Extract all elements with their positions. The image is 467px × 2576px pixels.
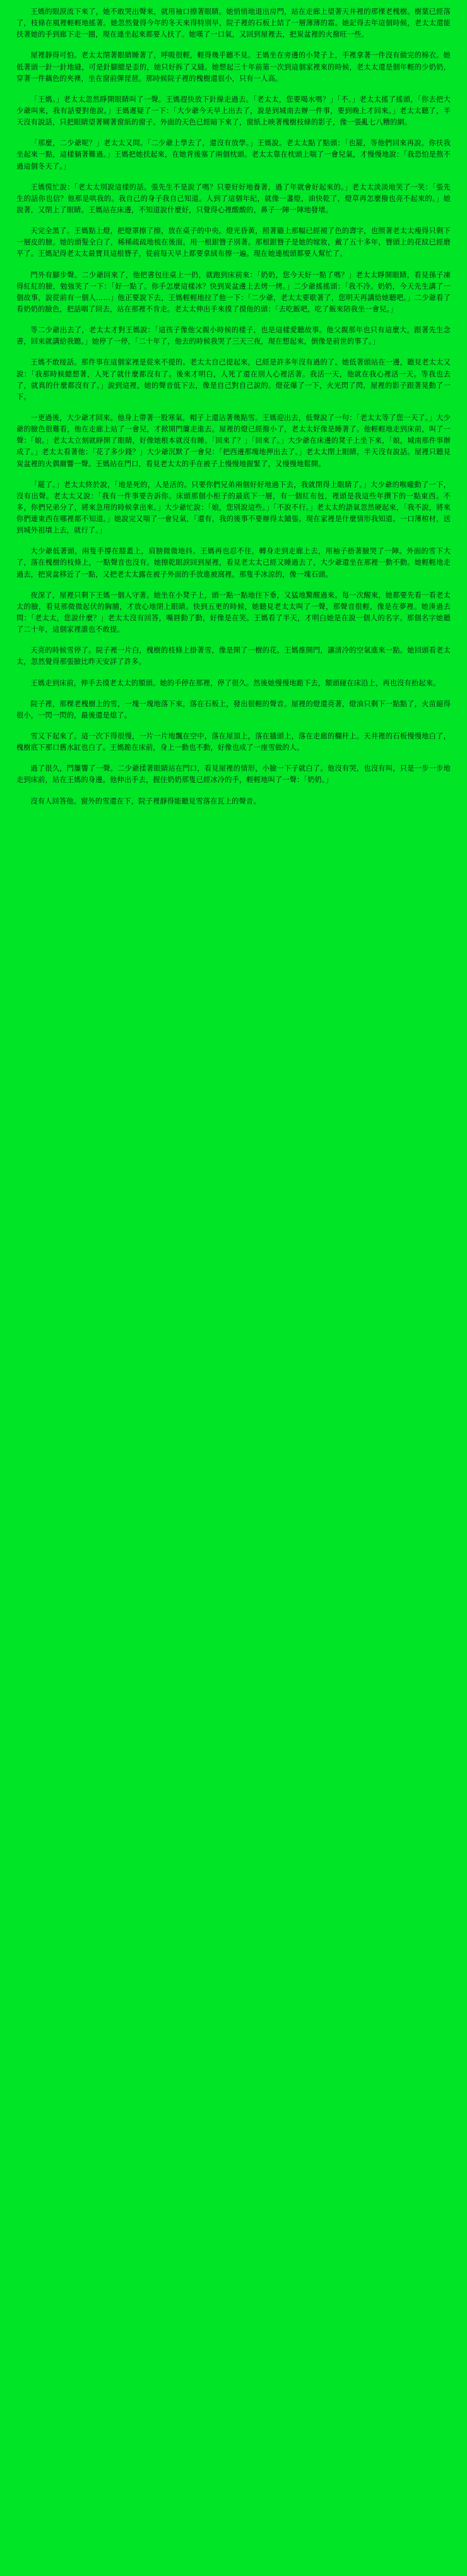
body-paragraph: 雪又下起來了。這一次下得很慢，一片一片地飄在空中，落在屋頂上，落在牆頭上，落在走廊的欄杆上。天井裡的石板慢慢地白了，槐樹底下那口舊水缸也白了。王媽跪在床前，身上一動也不動，好像也成了一座雪做的人。: [16, 732, 451, 752]
body-paragraph: 「那麼，二少爺呢？」老太太又問。「二少爺上學去了，還沒有放學。」王媽說。老太太點了點頭：「也罷，等他們回來再說。你扶我坐起來一點，這樣躺著難過。」王媽把她扶起來，在她背後塞了兩個枕頭。老太太靠在枕頭上喘了一會兒氣，才慢慢地說：「我恐怕是熬不過這個冬天了。」: [16, 139, 451, 171]
body-paragraph: 屋裡靜得可怕。老太太閉著眼睛睡著了，呼吸很輕，輕得幾乎聽不見。王媽坐在旁邊的小凳子上，手裡拿著一件沒有做完的棉衣。她低著頭一針一針地縫，可是針腳總是歪的，她只好拆了又縫。她想起三十年前第一次到這個家裡來的時候，老太太還是個年輕的少奶奶，穿著一件藕色的夾襖，坐在窗前彈琵琶。那時候院子裡的槐樹還很小，只有一人高。: [16, 51, 451, 83]
body-paragraph: 大少爺低著頭，兩隻手撐在膝蓋上，肩膀微微地抖。王媽再也忍不住，轉身走到走廊上去，用袖子捂著臉哭了一陣。外面的雪下大了，落在槐樹的枝條上，一點聲音也沒有。她擦乾眼淚回到屋裡，看見老太太已經又睡過去了，大少爺還坐在那裡一動不動。她輕輕地走過去，把炭盆移近了一點，又把老太太露在被子外面的手放進被窩裡。那隻手冰涼的，像一塊石頭。: [16, 547, 451, 579]
body-paragraph: 王媽走到床前，伸手去摸老太太的額頭。她的手停在那裡，停了很久。然後她慢慢地跪下去，額頭碰在床沿上，再也沒有抬起來。: [30, 678, 440, 687]
body-paragraph: 天亮的時候雪停了。院子裡一片白，槐樹的枝條上掛著雪，像是開了一樹的花。王媽推開門，讓清冷的空氣進來一點。她回頭看老太太，忽然覺得那張臉比昨天安詳了許多。: [16, 646, 451, 666]
body-paragraph: 一更過後，大少爺才回來。他身上帶著一股寒氣，帽子上還沾著幾點雪。王媽迎出去，低聲說了一句：「老太太等了您一天了。」大少爺的臉色很難看，他在走廊上站了一會兒，才掀開門簾走進去。屋裡的燈已經撥小了，老太太好像是睡著了。他輕輕地走到床前，叫了一聲：「娘。」老太太立刻就睜開了眼睛，好像她根本就沒有睡。「回來了？」「回來了。」大少爺在床邊的凳子上坐下來，「娘，城南那件事辦成了。」老太太看著他：「花了多少錢？」大少爺沉默了一會兒：「把西邊那塊地押出去了。」老太太閉上眼睛，半天沒有說話。屋裡只聽見炭盆裡的火偶爾響一聲。王媽站在門口，看見老太太的手在被子上慢慢地握緊了，又慢慢地鬆開。: [16, 413, 451, 468]
body-paragraph: 門外有腳步聲。二少爺回來了，他把書包往桌上一扔，就跑到床前來：「奶奶，您今天好一點了嗎？」老太太睜開眼睛，看見孫子凍得紅紅的臉，勉強笑了一下：「好一點了。你手怎麼這樣冰？快到炭盆邊上去烤一烤。」二少爺搖搖頭：「我不冷。奶奶，今天先生講了一個故事，說從前有一個人……」他正要說下去，王媽輕輕地拉了他一下：「二少爺，老太太要歇著了，您明天再講給她聽吧。」二少爺看了看奶奶的臉色，把話咽了回去，站在那裡不肯走。老太太伸出手來摸了摸他的頭：「去吃飯吧，吃了飯來陪我坐一會兒。」: [16, 270, 451, 313]
body-paragraph: 天完全黑了。王媽點上燈，把燈罩擦了擦，放在桌子的中央。燈光昏黃，照著牆上那幅已經褪了色的壽字，也照著老太太瘦得只剩下一層皮的臉。她的頭髮全白了，稀稀疏疏地梳在後面，用一根銀簪子別著。那根銀簪子是她的嫁妝，戴了五十多年，簪頭上的花紋已經磨平了。王媽記得老太太最寶貝這根簪子，從前每天早上都要拿絨布擦一遍。現在她連梳頭都要人幫忙了。: [16, 227, 451, 258]
document-page: [0, 0, 467, 833]
body-paragraph: 等二少爺出去了，老太太才對王媽說：「這孩子像他父親小時候的樣子，也是這樣愛聽故事。他父親那年也只有這麼大，跟著先生念書，回來就講給我聽。」她停了一停，「二十年了，他去的時候我哭了三天三夜，現在想起來，倒像是前世的事了。」: [16, 326, 451, 346]
body-paragraph: 過了很久，門簾響了一聲。二少爺揉著眼睛站在門口，看見屋裡的情形，小臉一下子就白了。他沒有哭，也沒有叫，只是一步一步地走到床前，站在王媽的身邊。他伸出手去，握住奶奶那隻已經冰冷的手，輕輕地叫了一聲：「奶奶。」: [16, 764, 451, 785]
body-paragraph: 王媽不敢接話。那件事在這個家裡是從來不提的。老太太自己提起來，已經是許多年沒有過的了。她低著頭站在一邊，聽見老太太又說：「我那時候總想著，人死了就什麼都沒有了。後來才明白，人死了還在別人心裡活著。我活一天，他就在我心裡活一天。等我也去了，就真的什麼都沒有了。」說到這裡，她的聲音低下去，像是自己對自己說的。燈花爆了一下，火光閃了閃，屋裡的影子跟著晃動了一下。: [16, 358, 451, 401]
body-paragraph: 沒有人回答他。窗外的雪還在下，院子裡靜得能聽見雪落在瓦上的聲音。: [30, 797, 261, 805]
body-paragraph: 院子裡，那棵老槐樹上的雪，一塊一塊地落下來，落在石板上，發出很輕的聲音。屋裡的燈還亮著，燈油只剩下一點點了，火苗縮得很小，一閃一閃的，最後還是熄了。: [16, 699, 451, 719]
body-paragraph: 「罷了。」老太太終於說，「地是死的，人是活的。只要你們兄弟兩個好好地過下去，我就閉得上眼睛了。」大少爺的喉嚨動了一下，沒有出聲。老太太又說：「我有一件事要告訴你。床頭那個小柜子的最底下一層，有一個紅布包，裡頭是我這些年攢下的一點東西。不多，你們兄弟分了，將來急用的時候拿出來。」大少爺忙說：「娘，您別說這些。」「不說不行。」老太太的語氣忽然硬起來，「我不說，將來你們連東西在哪裡都不知道。」她說完又喘了一會兒氣，「還有，我的後事不要辦得太鋪張。現在家裡是什麼情形我知道。一口薄棺材，送到城外祖墳上去，就行了。」: [16, 480, 451, 535]
body-paragraph: 王媽的眼淚流下來了，她不敢哭出聲來，就用袖口擦著眼睛。她悄悄地退出房門，站在走廊上望著天井裡的那棵老槐樹。樹葉已經落了，枝條在風裡輕輕地搖著。她忽然覺得今年的冬天來得特別早，院子裡的石板上結了一層薄薄的霜。她記得去年這個時候，老太太還能扶著她的手到廊下走一圈，現在連坐起來都要人扶了。她嘆了一口氣，又回到屋裡去，把炭盆裡的火撥旺一些。: [16, 8, 451, 39]
body-paragraph: 夜深了，屋裡只剩下王媽一個人守著。她坐在小凳子上，頭一點一點地往下垂，又猛地驚醒過來。每一次醒來，她都要先看一看老太太的臉，看見那微微起伏的胸脯，才放心地閉上眼睛。快到五更的時候，她聽見老太太叫了一聲，那聲音很輕，像是在夢裡。她湊過去問：「老太太，您說什麼？」老太太沒有回答，嘴唇動了動，好像是在笑。王媽看了半天，才明白她是在說一個人的名字。那個名字她聽了二十年，這個家裡誰也不敢提。: [16, 591, 451, 634]
body-paragraph: 「王媽。」老太太忽然睜開眼睛叫了一聲。王媽趕快放下針線走過去。「老太太，您要喝水嗎？」「不。」老太太搖了搖頭，「你去把大少爺叫來，我有話要對他說。」王媽遲疑了一下：「大少爺今天早上出去了，說是到城南去辦一件事，要到晚上才回來。」老太太聽了，半天沒有說話，只把眼睛望著糊著窗紙的窗子。外面的天色已經暗下來了，窗紙上映著槐樹枝條的影子，像一張亂七八糟的網。: [16, 95, 451, 127]
body-paragraph: 王媽慌忙說：「老太太別說這樣的話。張先生不是說了嗎？只要好好地養著，過了年就會好起來的。」老太太淡淡地笑了一笑：「張先生的話你也信？他那是哄我的。我自己的身子我自己知道。人到了這個年紀，就像一盞燈，油快乾了，燈草再怎麼撥也亮不起來的。」她說著，又閉上了眼睛。王媽站在床邊，不知道說什麼好，只覺得心裡酸酸的，鼻子一陣一陣地發堵。: [16, 183, 451, 214]
